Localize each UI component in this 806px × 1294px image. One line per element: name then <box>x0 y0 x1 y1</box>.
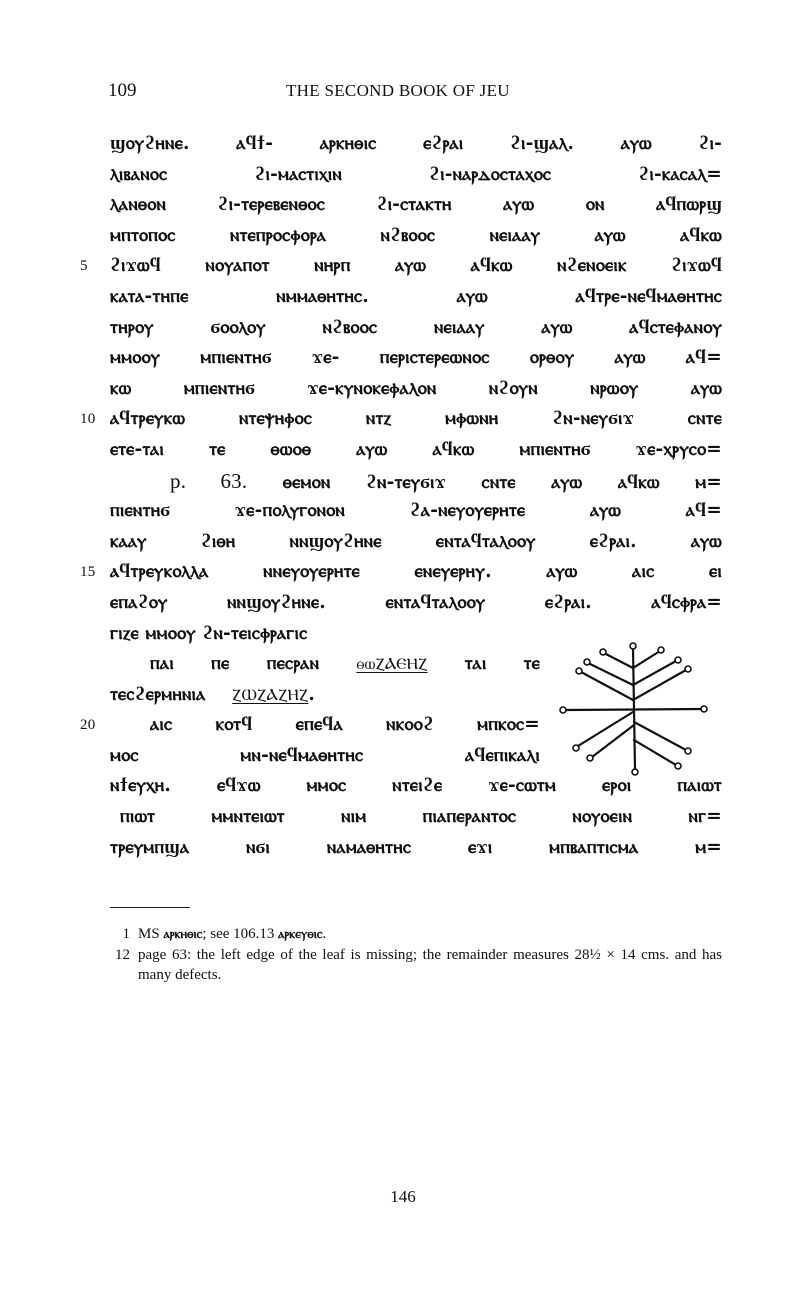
text-line: 20 ⲁⲓⲥ ⲕⲟⲧϥ ⲉⲡⲉϥⲁ ⲛⲕⲟⲟϩ ⲙⲡⲕⲟⲥ= <box>110 710 540 741</box>
text-line: ⲗⲓⲃⲁⲛⲟⲥ ϩⲓ-ⲙⲁⲥⲧⲓⲭⲓⲛ ϩⲓ-ⲛⲁⲣⲇⲟⲥⲧⲁⲭⲟⲥ ϩⲓ-ⲕⲁⲥⲁⲗ= <box>110 163 722 185</box>
page-reference: p. 63. <box>170 468 248 493</box>
text-line: ⲙⲙⲟⲟⲩ ⲙⲡⲓⲉⲛⲧⲏϭ ϫⲉ- ⲡⲉⲣⲓⲥⲧⲉⲣⲉⲱⲛⲟⲥ ⲟⲣⲑⲟⲩ ⲁⲩⲱ ⲁϥ= <box>110 347 722 369</box>
running-title: THE SECOND BOOK OF JEU <box>286 81 510 100</box>
seal-diagram-icon <box>558 640 713 780</box>
text-line: 10 ⲁϥⲧⲣⲉⲩⲕⲱ ⲛⲧⲉⲯⲏⲫⲟⲥ ⲛⲧⲍ ⲙⲫⲱⲛⲏ ϩⲛ-ⲛⲉⲩϭⲓϫ ⲥⲛⲧⲉ <box>110 404 722 435</box>
line-number: 10 <box>80 411 96 428</box>
text-line: ⲕⲁⲁⲩ ϩⲓⲑⲏ ⲛⲛϣⲟⲩϩⲏⲛⲉ ⲉⲛⲧⲁϥⲧⲁⲗⲟⲟⲩ ⲉϩⲣⲁⲓ. ⲁⲩⲱ <box>110 530 722 552</box>
footnote-rule <box>110 907 190 908</box>
text-line: ⲡⲓⲱⲧ ⲙⲙⲛⲧⲉⲓⲱⲧ ⲛⲓⲙ ⲡⲓⲁⲡⲉⲣⲁⲛⲧⲟⲥ ⲛⲟⲩⲟⲉⲓⲛ ⲛⲅ= <box>120 806 722 828</box>
text-line: ⲧⲣⲉⲩⲙⲡϣⲁ ⲛϭⲓ ⲛⲁⲙⲁⲑⲏⲧⲏⲥ ⲉϫⲓ ⲙⲡⲃⲁⲡⲧⲓⲥⲙⲁ ⲙ= <box>110 836 722 858</box>
line-number: 5 <box>80 258 88 275</box>
text-line: ⲡⲓⲉⲛⲧⲏϭ ϫⲉ-ⲡⲟⲗⲩⲅⲟⲛⲟⲛ ϩⲁ-ⲛⲉⲩⲟⲩⲉⲣⲏⲧⲉ ⲁⲩⲱ ⲁϥ= <box>110 500 722 522</box>
footnote: 1 MS ⲁⲣⲕⲏⲑⲓⲥ; see 106.13 ⲁⲣⲕⲉⲩⲑⲓⲥ. <box>110 924 722 945</box>
text-line: ϣⲟⲩϩⲏⲛⲉ. ⲁϥϯ- ⲁⲣⲕⲏⲑⲓⲥ ⲉϩⲣⲁⲓ ϩⲓ-ϣⲁⲗ. ⲁⲩⲱ ϩⲓ- <box>110 133 722 154</box>
text-line: ⲙⲟⲥ ⲙⲛ-ⲛⲉϥⲙⲁⲑⲏⲧⲏⲥ ⲁϥⲉⲡⲓⲕⲁⲗⲓ <box>110 744 540 766</box>
footnote-number: 12 <box>115 947 130 963</box>
text-line: p. 63. ⲑⲉⲙⲟⲛ ϩⲛ-ⲧⲉⲩϭⲓϫ ⲥⲛⲧⲉ ⲁⲩⲱ ⲁϥⲕⲱ ⲙ= <box>170 468 722 493</box>
text-line: ⲕⲱ ⲙⲡⲓⲉⲛⲧⲏϭ ϫⲉ-ⲕⲩⲛⲟⲕⲉⲫⲁⲗⲟⲛ ⲛϩⲟⲩⲛ ⲛⲣⲱⲟⲩ ⲁⲩⲱ <box>110 377 722 399</box>
text-line: ⲧⲉⲥϩⲉⲣⲙⲏⲛⲓⲁ ⲌⲰⲌⲀⲌⲎⲌ. <box>110 683 315 705</box>
text-line: ⲧⲏⲣⲟⲩ ϭⲟⲟⲗⲟⲩ ⲛϩⲃⲟⲟⲥ ⲛⲉⲓⲁⲁⲩ ⲁⲩⲱ ⲁϥⲥⲧⲉⲫⲁⲛⲟⲩ <box>110 316 722 338</box>
footnotes <box>110 924 722 985</box>
footnote-number: 1 <box>122 926 130 942</box>
seal-name: ⲑⲱⲌⲀⲈⲎⲌ <box>356 654 428 674</box>
page-number: 146 <box>390 1187 416 1206</box>
text-line: ⲉⲧⲉ-ⲧⲁⲓ ⲧⲉ ⲑⲱⲟⲑ ⲁⲩⲱ ⲁϥⲕⲱ ⲙⲡⲓⲉⲛⲧⲏϭ ϫⲉ-ⲭⲣⲩⲥⲟ= <box>110 438 722 460</box>
text-line: ⲉⲡⲁϩⲟⲩ ⲛⲛϣⲟⲩϩⲏⲛⲉ. ⲉⲛⲧⲁϥⲧⲁⲗⲟⲟⲩ ⲉϩⲣⲁⲓ. ⲁϥⲥⲫⲣⲁ= <box>110 591 722 613</box>
text-line: ⲙⲡⲧⲟⲡⲟⲥ ⲛⲧⲉⲡⲣⲟⲥⲫⲟⲣⲁ ⲛϩⲃⲟⲟⲥ ⲛⲉⲓⲁⲁⲩ ⲁⲩⲱ ⲁϥⲕⲱ <box>110 224 722 246</box>
running-head <box>108 80 718 104</box>
seal-interpretation: ⲌⲰⲌⲀⲌⲎⲌ <box>232 684 309 704</box>
text-line: ⲗⲁⲛⲑⲟⲛ ϩⲓ-ⲧⲉⲣⲉⲃⲉⲛⲑⲟⲥ ϩⲓ-ⲥⲧⲁⲕⲧⲏ ⲁⲩⲱ ⲟⲛ ⲁϥⲡⲱⲣϣ <box>110 194 722 216</box>
text-line: 5 ϩⲓϫⲱϥ ⲛⲟⲩⲁⲡⲟⲧ ⲛⲏⲣⲡ ⲁⲩⲱ ⲁϥⲕⲱ ⲛϩⲉⲛⲟⲉⲓⲕ ϩⲓϫⲱϥ <box>110 251 722 282</box>
text-line: ⲅⲓⲍⲉ ⲙⲙⲟⲟⲩ ϩⲛ-ⲧⲉⲓⲥⲫⲣⲁⲅⲓⲥ <box>110 622 308 644</box>
footnote: 12 page 63: the left edge of the leaf is missing; the remainder measures 28½ × 14 cms. and has many defects. <box>110 945 722 985</box>
chapter-number: 109 <box>108 80 137 101</box>
text-line: ⲡⲁⲓ ⲡⲉ ⲡⲉⲥⲣⲁⲛ ⲑⲱⲌⲀⲈⲎⲌ ⲧⲁⲓ ⲧⲉ <box>150 653 540 675</box>
text-line: ⲕⲁⲧⲁ-ⲧⲏⲡⲉ ⲛⲙⲙⲁⲑⲏⲧⲏⲥ. ⲁⲩⲱ ⲁϥⲧⲣⲉ-ⲛⲉϥⲙⲁⲑⲏⲧⲏⲥ <box>110 285 722 307</box>
line-number: 20 <box>80 717 96 734</box>
text-line: 15 ⲁϥⲧⲣⲉⲩⲕⲟⲗⲗⲁ ⲛⲛⲉⲩⲟⲩⲉⲣⲏⲧⲉ ⲉⲛⲉⲩⲉⲣⲏⲩ. ⲁⲩⲱ ⲁⲓⲥ ⲉⲓ <box>110 557 722 588</box>
line-number: 15 <box>80 564 96 581</box>
text-line: ⲛϯⲉⲩⲭⲏ. ⲉϥϫⲱ ⲙⲙⲟⲥ ⲛⲧⲉⲓϩⲉ ϫⲉ-ⲥⲱⲧⲙ ⲉⲣⲟⲓ ⲡⲁⲓⲱⲧ <box>110 775 722 797</box>
